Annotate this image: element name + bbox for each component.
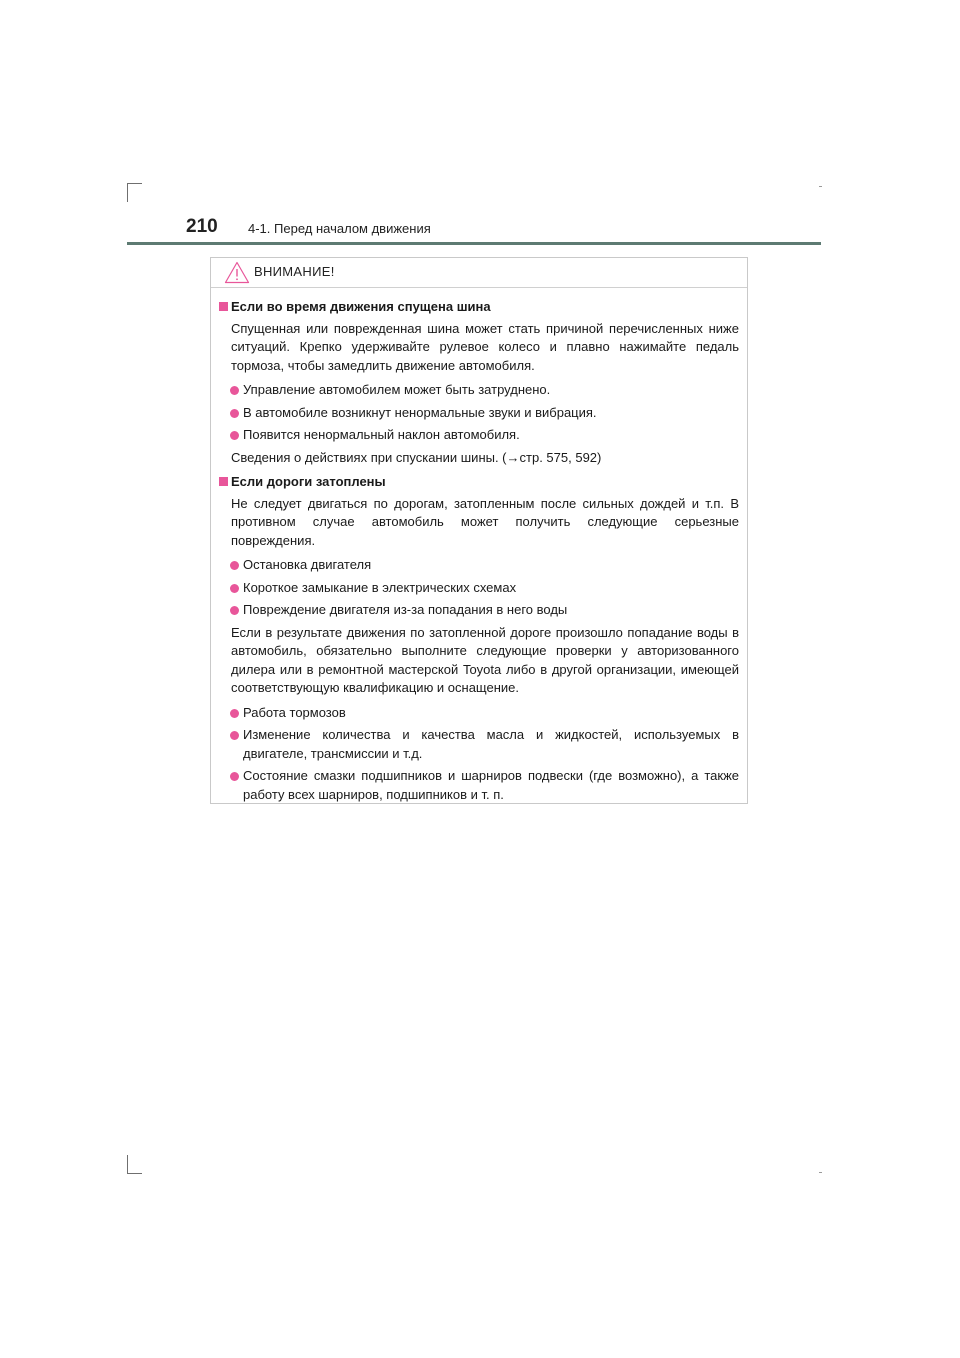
section-title: 4-1. Перед началом движения <box>248 221 431 236</box>
warning-body <box>211 288 747 804</box>
list-item-text: Повреждение двигателя из-за попадания в него воды <box>243 602 568 617</box>
warning-header <box>211 258 747 288</box>
list-item-text: Появится ненормальный наклон автомобиля. <box>243 427 520 442</box>
list-item <box>219 404 739 423</box>
circle-bullet-icon <box>230 584 239 593</box>
warning-triangle-icon <box>224 261 250 284</box>
flat-tire-reference: Сведения о действиях при спускании шины. (→стр. 575, 592) <box>231 449 602 465</box>
flooded-roads-heading: Если дороги затоплены <box>231 474 386 489</box>
list-item-text: Состояние смазки подшипников и шарниров подвески (где возможно), а также работу всех шарниров, подшипников и т. п. <box>243 768 739 802</box>
list-item <box>219 579 739 598</box>
section-heading-flat-tire <box>219 298 739 317</box>
crop-tick-top-right <box>819 186 822 187</box>
square-bullet-icon <box>219 477 228 486</box>
list-item <box>219 426 739 445</box>
circle-bullet-icon <box>230 561 239 570</box>
crop-tick-bottom-right <box>819 1172 822 1173</box>
list-item-text: Работа тормозов <box>243 704 346 720</box>
list-item <box>219 556 739 575</box>
crop-mark-top-left-horizontal <box>127 183 142 184</box>
circle-bullet-icon <box>230 731 239 740</box>
flat-tire-heading: Если во время движения спущена шина <box>231 299 491 314</box>
flooded-roads-followup: Если в результате движения по затопленной дороге произошло попадание воды в автомобиль, обязательно выполните следующие проверки у авторизованного дилера или в ремонтной мастерской Toyota либо в другой организации, имеющей соответствующую квалификацию и оснащение. <box>231 624 739 695</box>
list-item <box>219 726 739 763</box>
flooded-roads-intro: Не следует двигаться по дорогам, затопленным после сильных дождей и т.п. В противном случае автомобиль может получить следующие серьезные повреждения. <box>231 495 739 548</box>
circle-bullet-icon <box>230 386 239 395</box>
circle-bullet-icon <box>230 431 239 440</box>
list-item <box>219 381 739 400</box>
list-item <box>219 767 739 804</box>
circle-bullet-icon <box>230 772 239 781</box>
page-header <box>186 215 826 245</box>
list-item-text: Изменение количества и качества масла и жидкостей, используемых в двигателе, трансмиссии и т.д. <box>243 727 739 761</box>
list-item <box>219 601 739 620</box>
square-bullet-icon <box>219 302 228 311</box>
circle-bullet-icon <box>230 606 239 615</box>
header-rule <box>127 242 821 245</box>
page-number: 210 <box>186 216 218 237</box>
warning-box <box>210 257 748 804</box>
section-heading-flooded-roads <box>219 473 739 492</box>
circle-bullet-icon <box>230 409 239 418</box>
list-item-text: Остановка двигателя <box>243 557 372 572</box>
crop-mark-bottom-left-vertical <box>127 1155 128 1174</box>
list-item-text: В автомобиле возникнут ненормальные звуки и вибрация. <box>243 404 597 420</box>
list-item-text: Короткое замыкание в электрических схемах <box>243 579 517 595</box>
list-item <box>219 704 739 723</box>
crop-mark-top-left-vertical <box>127 183 128 202</box>
circle-bullet-icon <box>230 709 239 718</box>
warning-title: ВНИМАНИЕ! <box>254 264 335 279</box>
crop-mark-bottom-left-horizontal <box>127 1173 142 1174</box>
flat-tire-intro: Спущенная или поврежденная шина может стать причиной перечисленных ниже ситуаций. Крепко удерживайте рулевое колесо и плавно нажимайте педаль тормоза, чтобы замедлить движение автомобиля. <box>231 320 739 373</box>
list-item-text: Управление автомобилем может быть затруднено. <box>243 382 551 397</box>
